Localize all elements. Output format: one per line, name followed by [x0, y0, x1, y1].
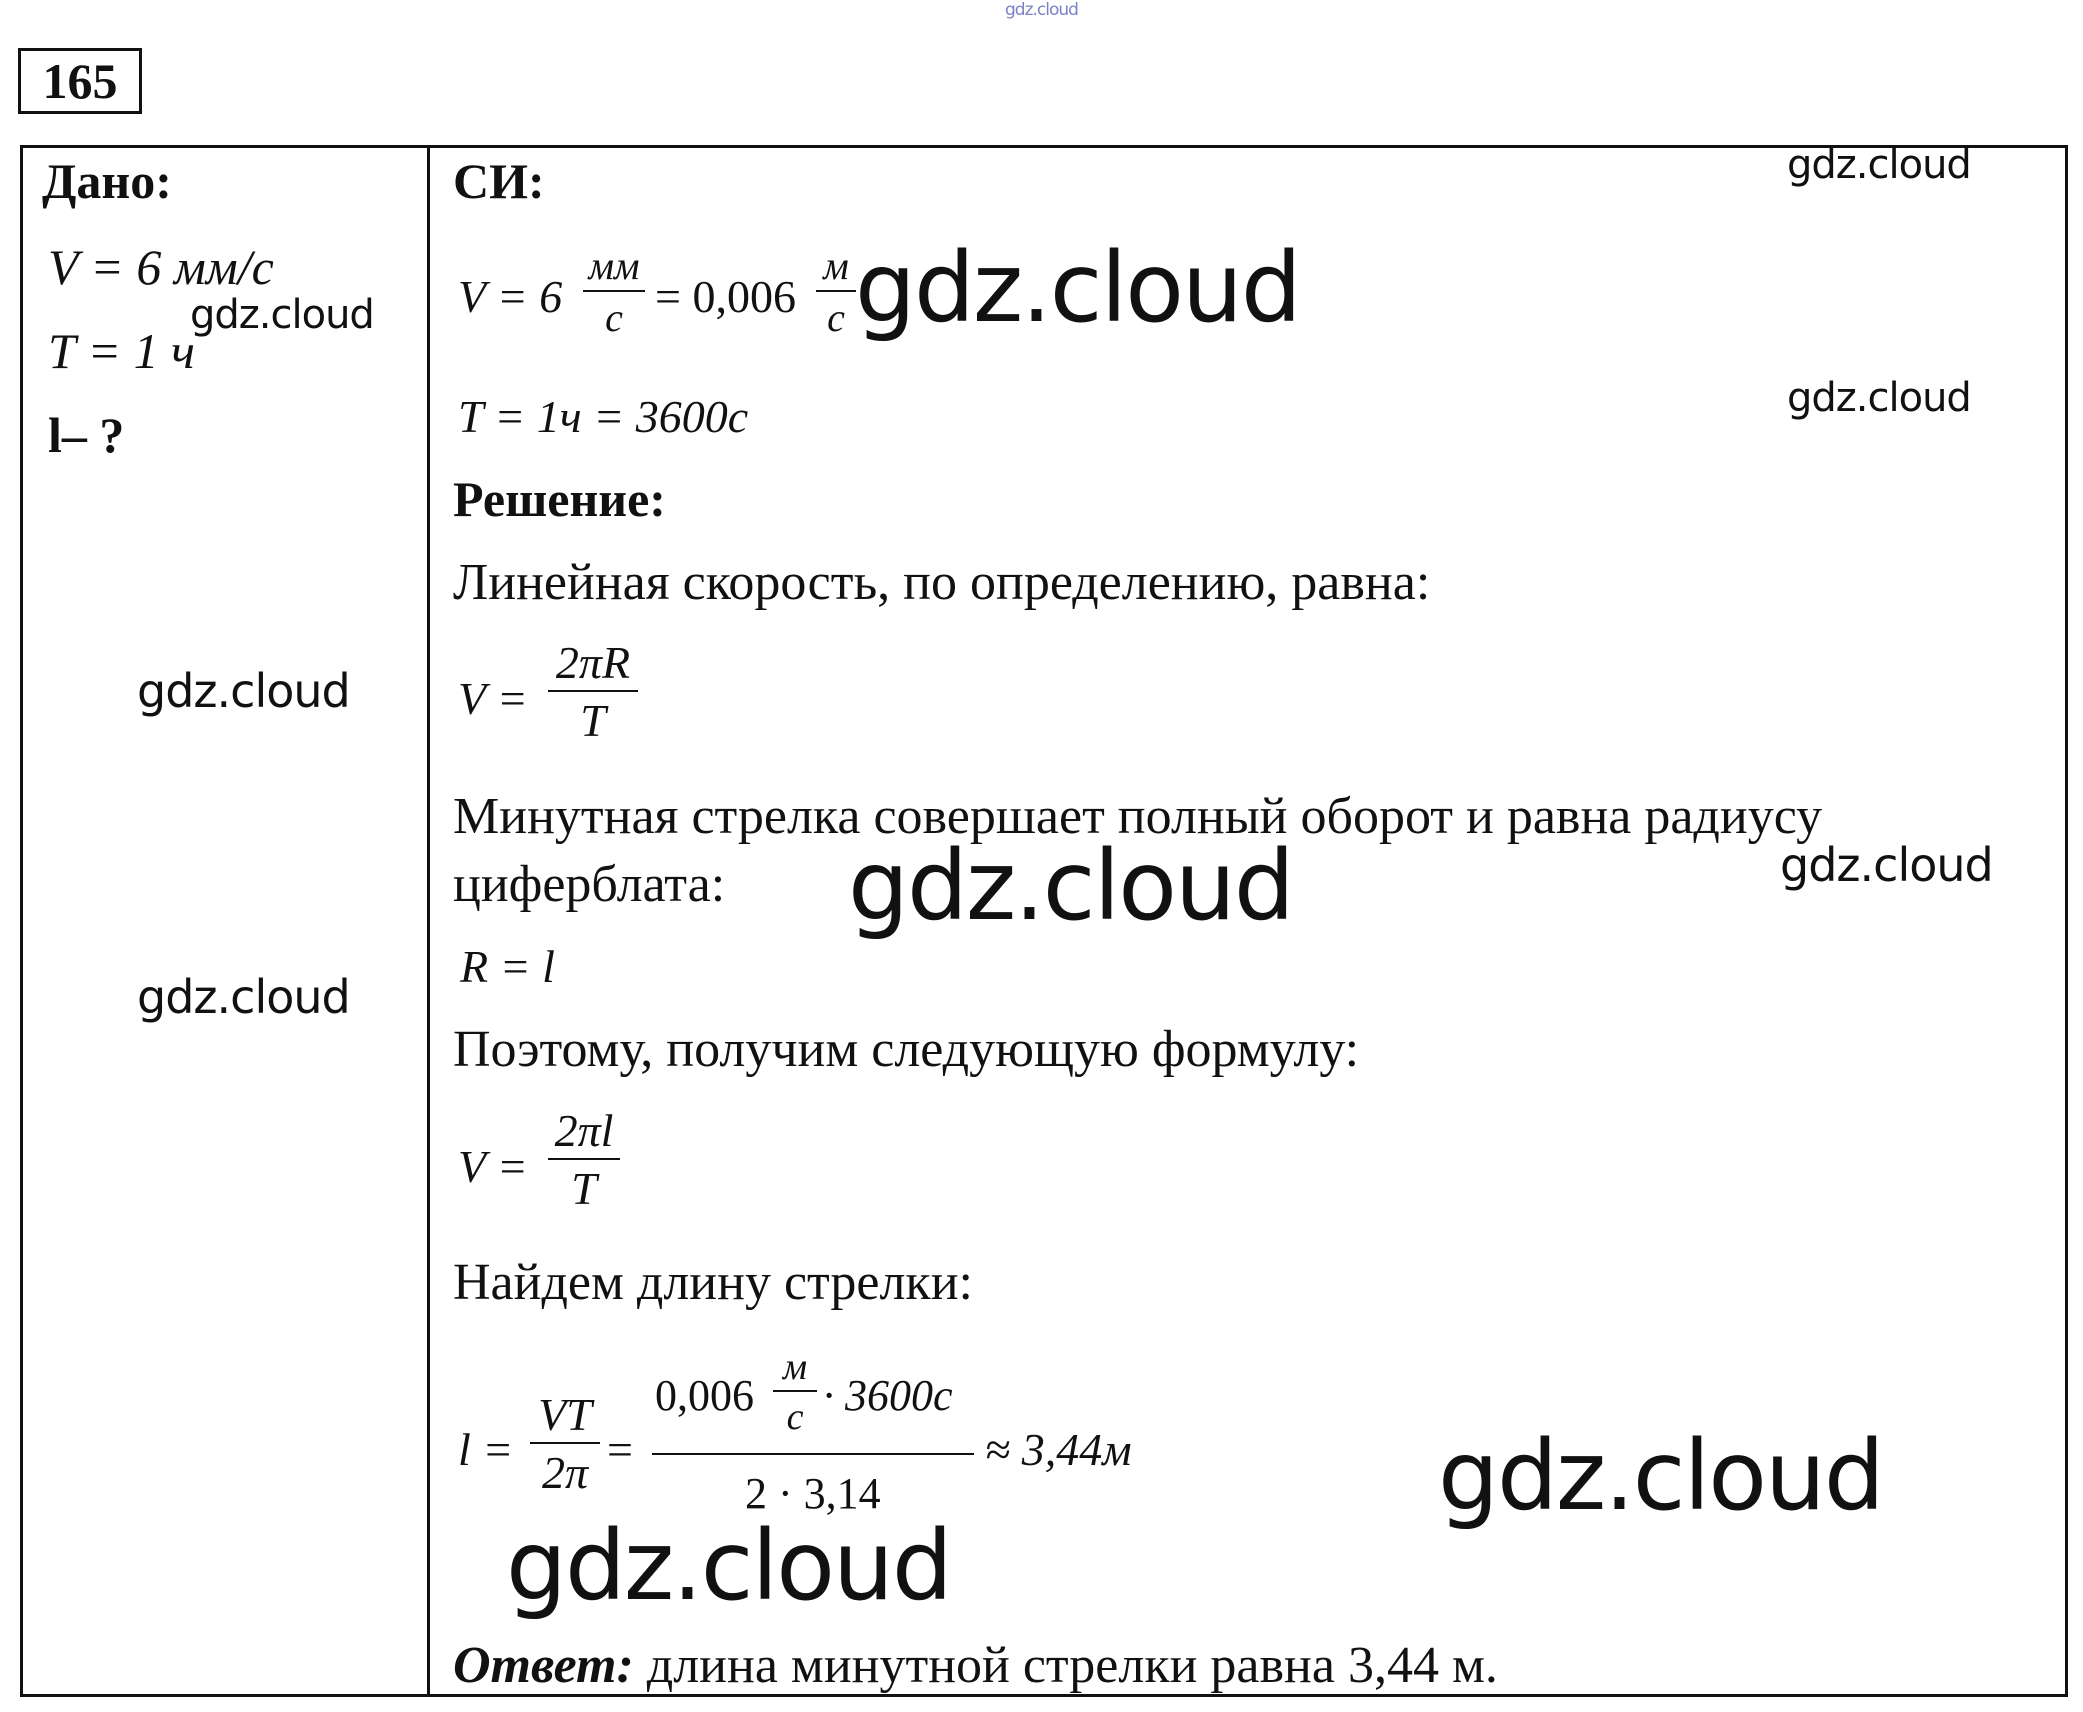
formula-2: R = l — [460, 941, 555, 992]
given-unknown: l– ? — [48, 407, 125, 463]
formula-4-equals: = — [607, 1424, 633, 1475]
formula-4-big-den: 2 · 3,14 — [745, 1469, 881, 1518]
given-heading: Дано: — [42, 153, 172, 209]
solution-text-2b: циферблата: — [453, 856, 726, 913]
formula-4-num: VT — [538, 1389, 592, 1440]
formula-3-lhs: V = — [458, 1141, 528, 1192]
formula-4-result: ≈ 3,44м — [985, 1424, 1132, 1475]
formula-4-unit-den: с — [786, 1396, 804, 1438]
si-heading: СИ: — [453, 153, 545, 209]
answer-label: Ответ: — [453, 1637, 634, 1694]
fraction-bar — [652, 1453, 974, 1455]
task-number: 165 — [18, 48, 142, 114]
formula-4-big-num-a: 0,006 — [655, 1371, 754, 1420]
formula-1-lhs: V = — [458, 673, 528, 724]
formula-3-num: 2πl — [554, 1105, 614, 1156]
formula-4-fraction — [530, 1389, 600, 1498]
formula-3-fraction — [548, 1105, 620, 1214]
formula-4-unit-num: м — [782, 1346, 808, 1388]
answer-text: длина минутной стрелки равна 3,44 м. — [646, 1637, 1498, 1694]
solution-text-4: Найдем длину стрелки: — [453, 1254, 973, 1311]
formula-1-den: T — [580, 695, 606, 746]
formula-1-num: 2πR — [555, 637, 631, 688]
si-speed-lhs: V = 6 — [458, 271, 563, 322]
watermark-top: gdz.cloud — [1005, 0, 1078, 20]
si-speed-unit2-fraction — [816, 243, 856, 340]
formula-4-big-num-b: · 3600с — [823, 1371, 953, 1420]
given-speed-text: V = 6 мм/с — [48, 239, 274, 295]
watermark: gdz.cloud — [1787, 142, 1971, 188]
watermark: gdz.cloud — [855, 232, 1300, 344]
si-speed-unit-num: мм — [588, 243, 640, 288]
watermark: gdz.cloud — [190, 292, 374, 338]
formula-4-den: 2π — [541, 1447, 589, 1498]
solution-text-1: Линейная скорость, по определению, равна: — [453, 554, 1431, 611]
watermark: gdz.cloud — [137, 664, 350, 718]
watermark: gdz.cloud — [1780, 838, 1993, 892]
si-speed-unit2-den: с — [827, 295, 845, 340]
column-divider — [427, 145, 430, 1697]
given-period — [48, 322, 195, 380]
given-speed — [48, 238, 274, 296]
si-speed-unit2-num: м — [823, 243, 849, 288]
watermark: gdz.cloud — [506, 1510, 951, 1622]
watermark: gdz.cloud — [1787, 375, 1971, 421]
solution-text-2a: Минутная стрелка совершает полный оборот и равна радиусу — [453, 788, 1823, 845]
given-period-text: T = 1 ч — [48, 323, 195, 379]
si-speed-unit-fraction — [583, 243, 645, 340]
answer-line — [453, 1636, 1498, 1695]
formula-3-den: T — [571, 1163, 597, 1214]
formula-1-fraction — [548, 637, 638, 746]
si-speed-converted: = 0,006 — [655, 271, 796, 322]
si-speed-unit-den: с — [605, 295, 623, 340]
si-period: T = 1ч = 3600с — [458, 391, 749, 442]
watermark: gdz.cloud — [848, 830, 1293, 942]
formula-4-lhs: l = — [458, 1424, 514, 1475]
formula-4-unit-fraction — [773, 1348, 817, 1436]
watermark: gdz.cloud — [1438, 1420, 1883, 1532]
solution-text-3: Поэтому, получим следующую формулу: — [453, 1021, 1360, 1078]
watermark: gdz.cloud — [137, 970, 350, 1024]
solution-heading: Решение: — [453, 471, 666, 527]
